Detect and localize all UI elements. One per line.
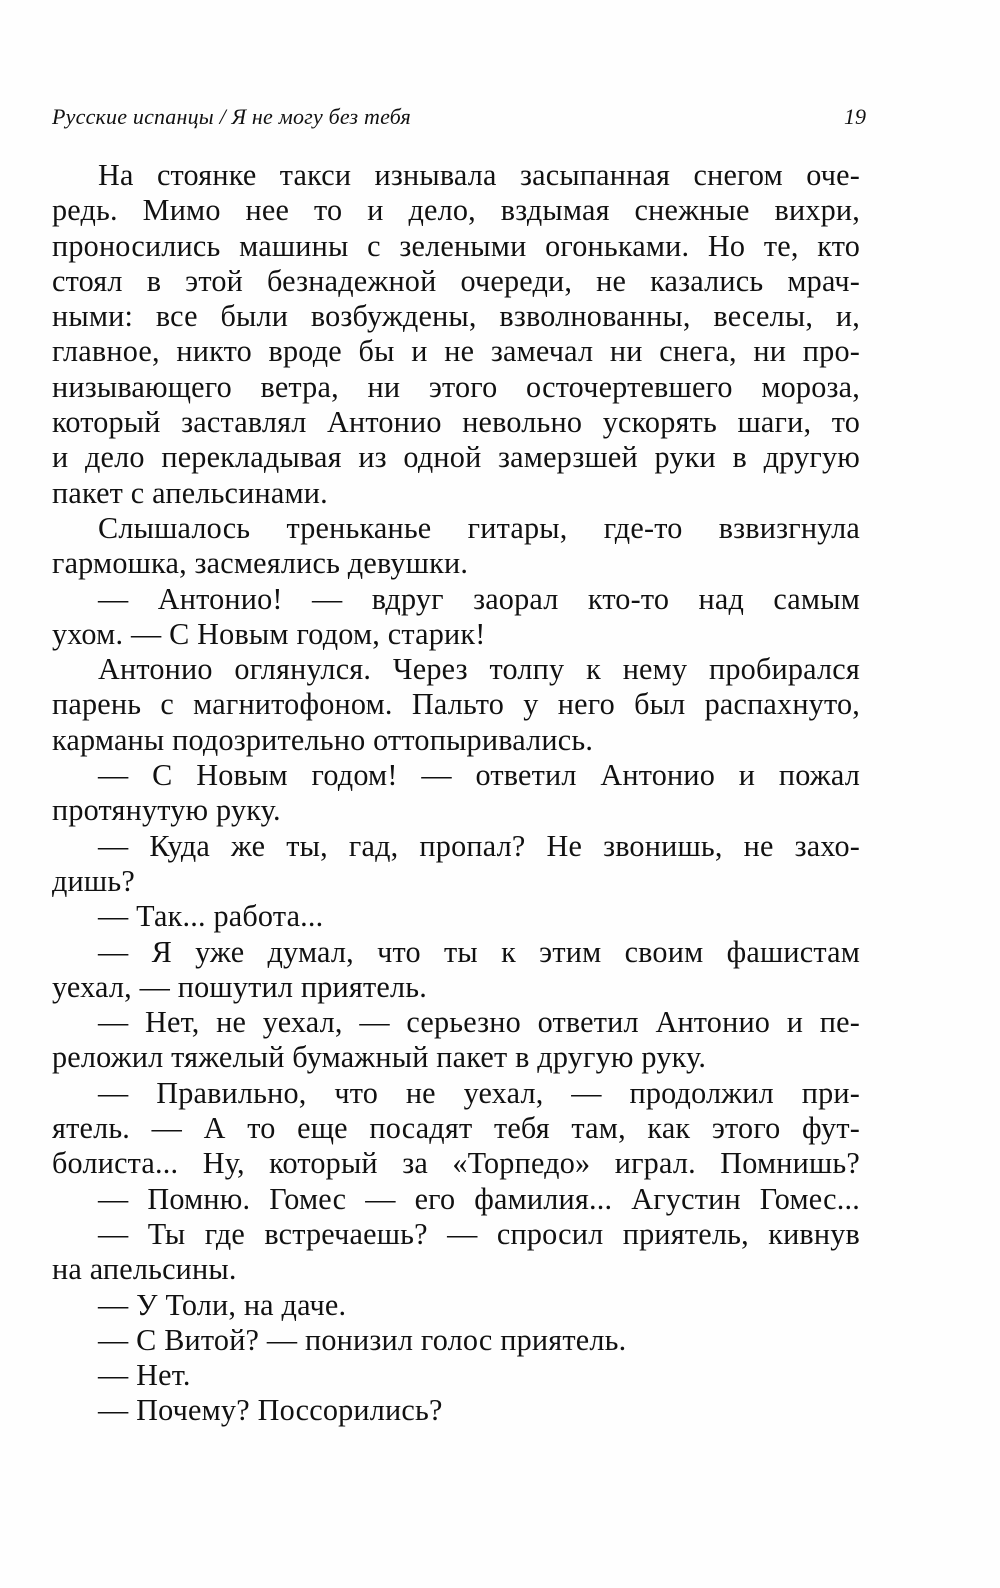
- text-line: и дело перекладывая из одной замерзшей руки в другую: [52, 440, 860, 475]
- text-line: проносились машины с зелеными огоньками. Но те, кто: [52, 228, 860, 263]
- text-line: ятель. — А то еще посадят тебя там, как этого фут-: [52, 1111, 860, 1146]
- text-line: — У Толи, на даче.: [98, 1287, 347, 1322]
- text-line: — С Новым годом! — ответил Антонио и пожал: [98, 758, 860, 793]
- text-line: реложил тяжелый бумажный пакет в другую руку.: [52, 1040, 707, 1075]
- running-head: [52, 100, 866, 134]
- text-line: низывающего ветра, ни этого осточертевшего мороза,: [52, 369, 860, 404]
- text-line: — Правильно, что не уехал, — продолжил при-: [98, 1075, 860, 1110]
- text-line: главное, никто вроде бы и не замечал ни снега, ни про-: [52, 334, 860, 369]
- text-line: стоял в этой безнадежной очереди, не казались мрач-: [52, 263, 860, 298]
- text-line: — Антонио! — вдруг заорал кто-то над самым: [98, 581, 860, 616]
- text-line: на апельсины.: [52, 1252, 237, 1287]
- text-line: ными: все были возбуждены, взволнованны, веселы, и,: [52, 299, 860, 334]
- text-line: — Куда же ты, гад, пропал? Не звонишь, не захо-: [98, 828, 860, 863]
- text-line: парень с магнитофоном. Пальто у него был распахнуто,: [52, 687, 860, 722]
- text-line: пакет с апельсинами.: [52, 475, 328, 510]
- text-line: болиста... Ну, который за «Торпедо» играл. Помнишь?: [52, 1146, 860, 1181]
- text-line: уехал, — пошутил приятель.: [52, 969, 427, 1004]
- running-title: Русские испанцы / Я не могу без тебя: [52, 104, 411, 129]
- text-line: — С Витой? — понизил голос приятель.: [98, 1322, 627, 1357]
- text-line: карманы подозрительно оттопыривались.: [52, 722, 594, 757]
- text-line: ухом. — С Новым годом, старик!: [52, 616, 486, 651]
- text-line: Слышалось треньканье гитары, где-то взвизгнула: [98, 510, 860, 545]
- text-line: протянутую руку.: [52, 793, 281, 828]
- text-line: Антонио оглянулся. Через толпу к нему пробирался: [98, 652, 860, 687]
- text-line: — Я уже думал, что ты к этим своим фашистам: [98, 934, 860, 969]
- text-line: дишь?: [52, 863, 135, 898]
- text-line: На стоянке такси изнывала засыпанная снегом оче-: [98, 158, 860, 192]
- text-line: — Нет.: [98, 1358, 191, 1393]
- text-line: гармошка, засмеялись девушки.: [52, 546, 469, 581]
- body-text: [52, 158, 860, 1429]
- text-line: который заставлял Антонио невольно ускорять шаги, то: [52, 405, 860, 440]
- text-line: — Почему? Поссорились?: [98, 1393, 443, 1428]
- text-line: — Помню. Гомес — его фамилия... Агустин Гомес...: [98, 1181, 860, 1216]
- text-line: редь. Мимо нее то и дело, вздымая снежные вихри,: [52, 193, 860, 228]
- page-number: 19: [844, 104, 866, 129]
- text-line: — Нет, не уехал, — серьезно ответил Антонио и пе-: [98, 1005, 860, 1040]
- text-line: — Так... работа...: [98, 899, 324, 934]
- text-line: — Ты где встречаешь? — спросил приятель, кивнув: [98, 1216, 860, 1251]
